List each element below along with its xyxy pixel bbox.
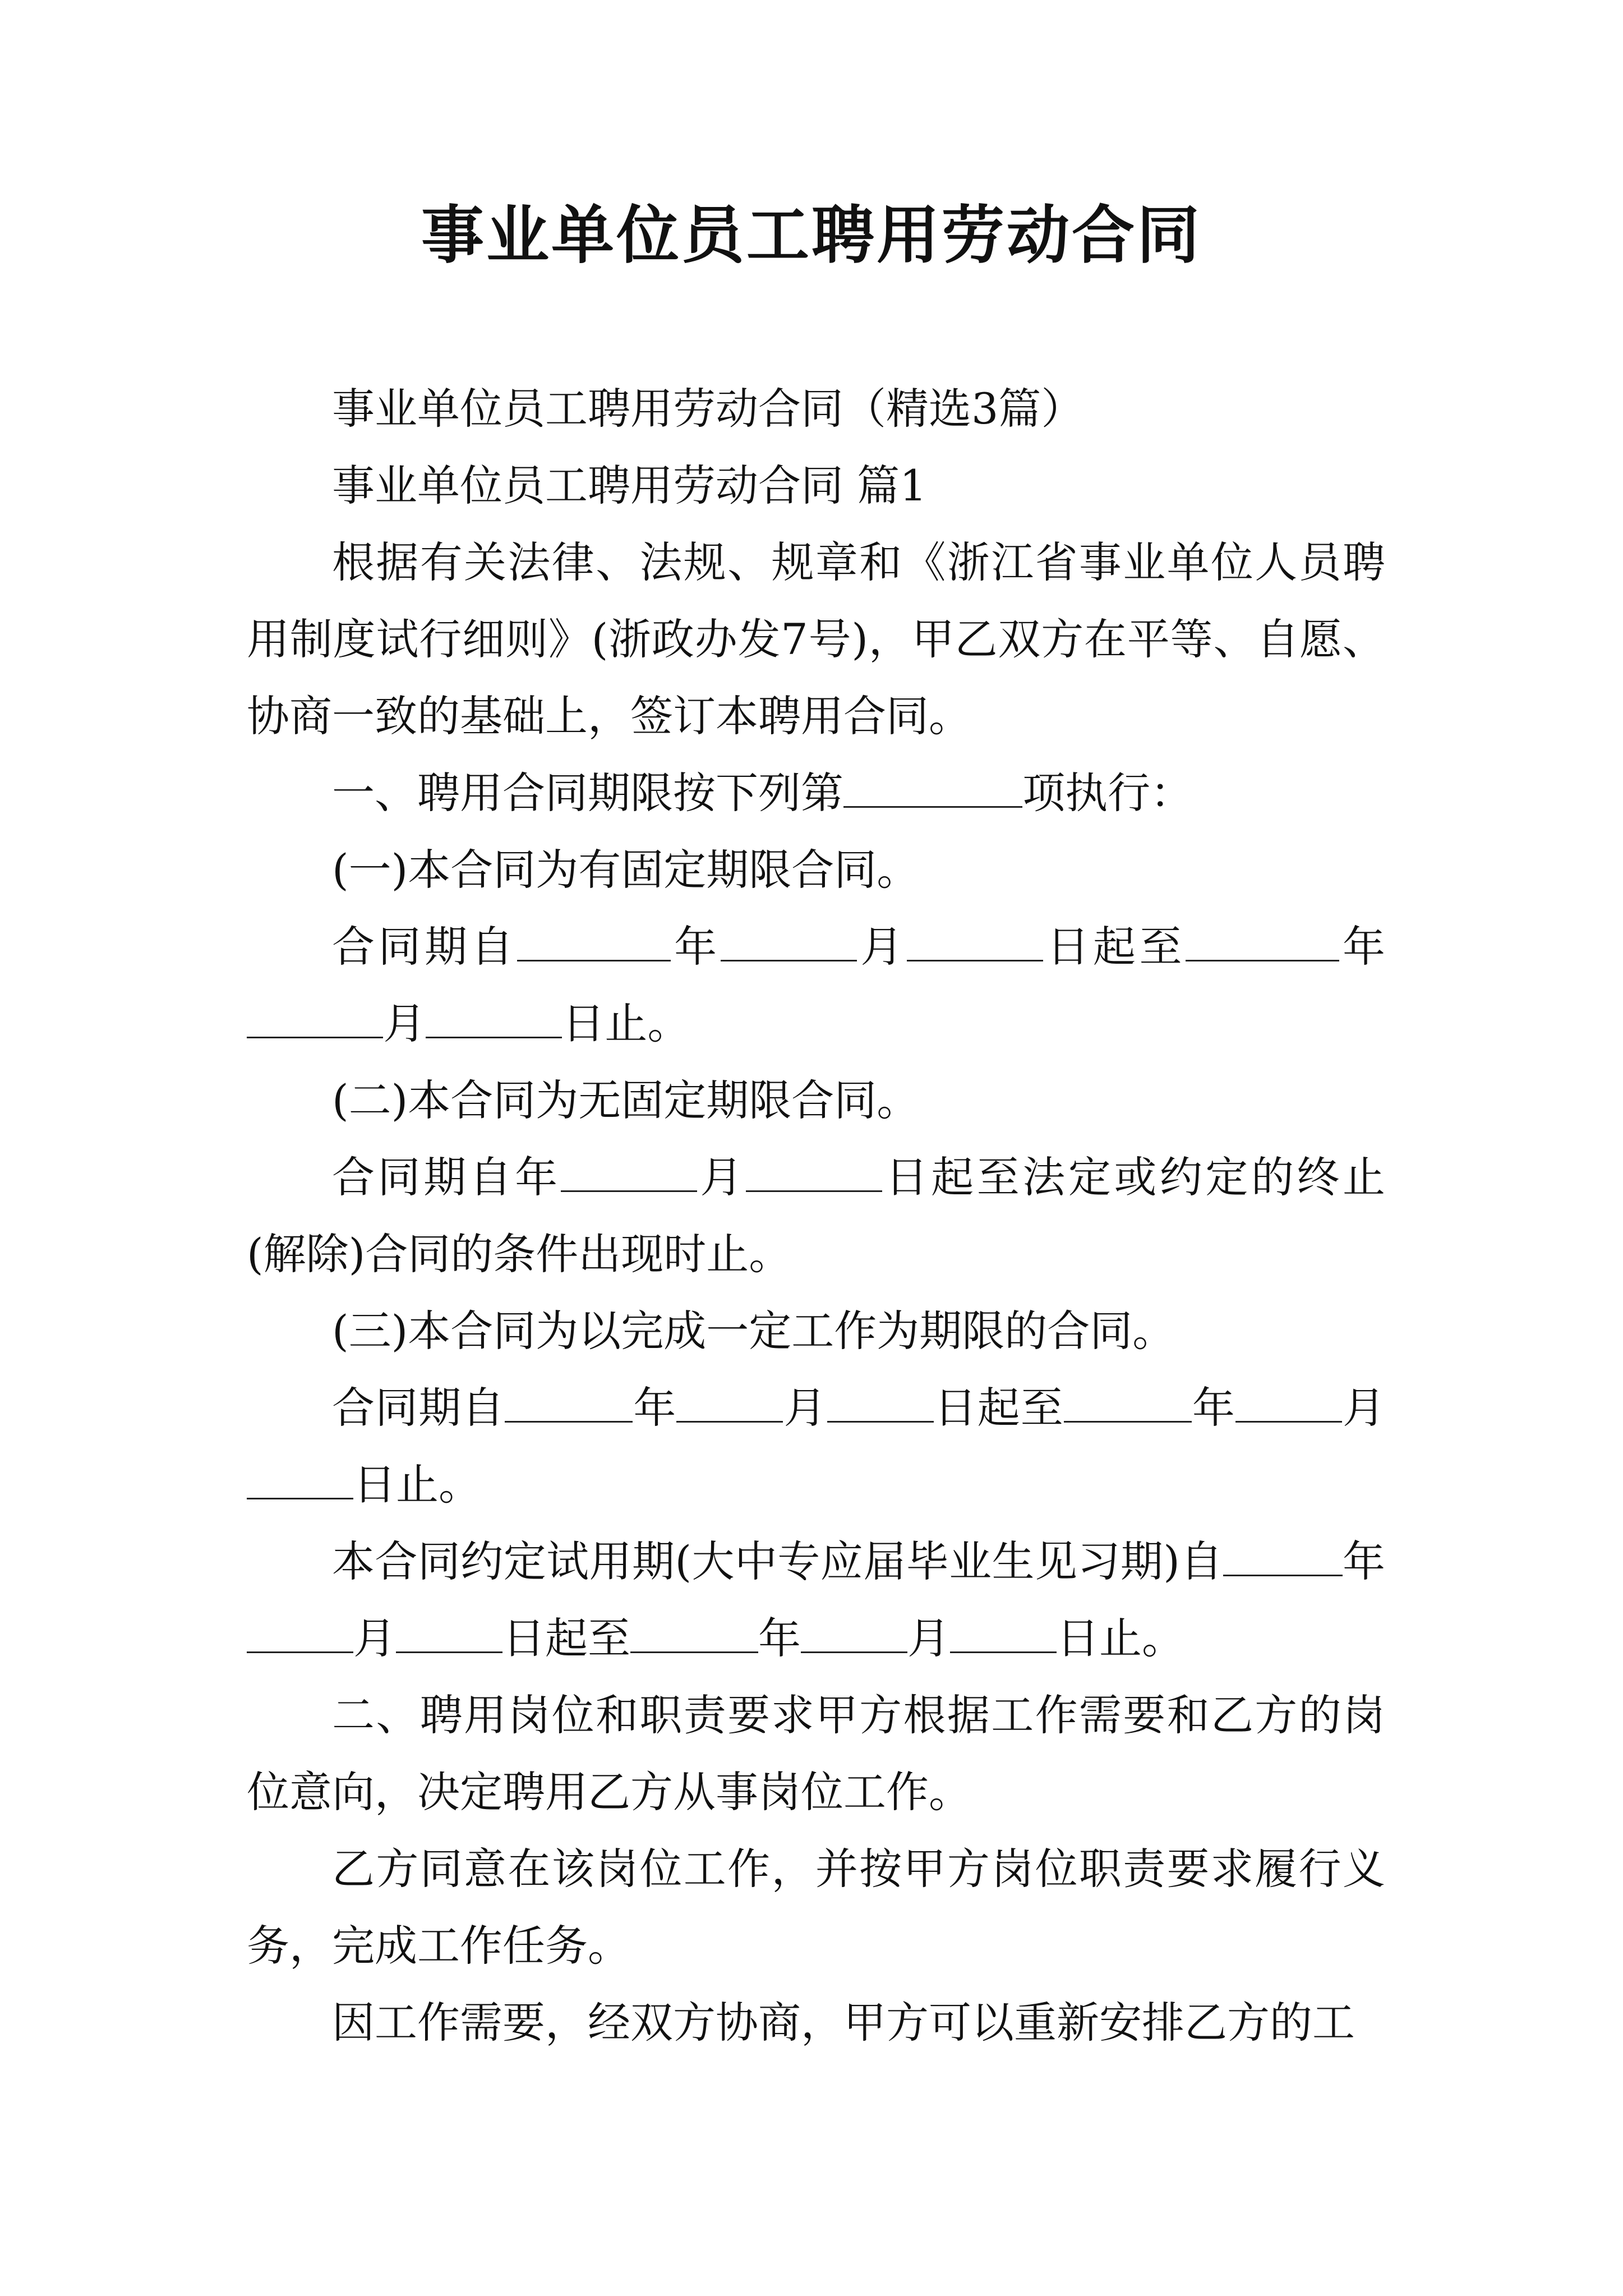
paragraph-text: 日止。 <box>1057 1613 1184 1663</box>
paragraph-text: 年 <box>633 1383 677 1433</box>
paragraph-text: 月 <box>856 922 907 972</box>
fill-in-blank <box>746 1150 882 1192</box>
paragraph <box>247 447 1385 524</box>
paragraph-text: 日起至 <box>502 1613 630 1663</box>
paragraph-text: 月 <box>783 1383 827 1433</box>
paragraph-text: 因工作需要，经双方协商，甲方可以重新安排乙方的工 <box>332 1998 1355 2047</box>
fill-in-blank <box>843 766 1022 808</box>
paragraph-text: 年 <box>1191 1383 1235 1433</box>
paragraph-text: 月 <box>697 1152 746 1202</box>
paragraph-text: 一、聘用合同期限按下列第 <box>332 768 843 818</box>
paragraph-text: (三)本合同为以完成一定工作为期限的合同。 <box>332 1306 1175 1356</box>
paragraph <box>247 831 1385 908</box>
paragraph-text: 日止。 <box>562 999 690 1048</box>
fill-in-blank <box>426 996 562 1038</box>
document-title: 事业单位员工聘用劳动合同 <box>421 199 1202 272</box>
fill-in-blank <box>505 1381 633 1423</box>
paragraph <box>247 754 1385 831</box>
paragraph-text: 月 <box>383 999 426 1048</box>
fill-in-blank <box>1186 919 1339 961</box>
paragraph <box>247 1062 1385 1139</box>
paragraph-text: 二、聘用岗位和职责要求甲方根据工作需要和乙方的岗位意向，决定聘用乙方从事岗位工作。 <box>247 1690 1385 1817</box>
paragraph <box>247 1984 1385 2061</box>
fill-in-blank <box>1235 1381 1342 1423</box>
fill-in-blank <box>676 1381 783 1423</box>
paragraph-text: 日起至 <box>933 1383 1064 1433</box>
paragraph-text: 日起至 <box>1043 922 1186 972</box>
paragraph <box>247 1830 1385 1984</box>
paragraph-text: 事业单位员工聘用劳动合同（精选3篇） <box>332 384 1084 434</box>
fill-in-blank <box>396 1611 502 1653</box>
document-body <box>247 370 1385 2061</box>
paragraph-text: 本合同约定试用期(大中专应届毕业生见习期)自 <box>332 1536 1223 1586</box>
fill-in-blank <box>827 1381 934 1423</box>
paragraph-text: 年 <box>670 922 721 972</box>
paragraph-text: (二)本合同为无固定期限合同。 <box>332 1075 920 1125</box>
fill-in-blank <box>950 1611 1057 1653</box>
fill-in-blank <box>561 1150 697 1192</box>
paragraph-text: 乙方同意在该岗位工作，并按甲方岗位职责要求履行义务，完成工作任务。 <box>247 1844 1385 1971</box>
paragraph-text: 日起至法定或约定的终止(解除)合同的条件出现时止。 <box>247 1152 1386 1279</box>
paragraph-text: 年 <box>758 1613 801 1663</box>
fill-in-blank <box>801 1611 907 1653</box>
paragraph-text: 日止。 <box>353 1460 481 1510</box>
fill-in-blank <box>1064 1381 1192 1423</box>
paragraph-text: 合同期自 <box>332 922 517 972</box>
fill-in-blank <box>247 996 383 1038</box>
paragraph-text: 合同期自年 <box>332 1152 561 1202</box>
paragraph <box>247 1677 1385 1830</box>
paragraph-text: (一)本合同为有固定期限合同。 <box>332 845 920 895</box>
fill-in-blank <box>517 919 671 961</box>
paragraph-text: 月 <box>353 1613 396 1663</box>
paragraph-text: 事业单位员工聘用劳动合同 篇1 <box>332 461 927 510</box>
paragraph-text: 月 <box>1341 1383 1386 1433</box>
paragraph-text: 年 <box>1342 1536 1385 1586</box>
fill-in-blank <box>247 1457 353 1499</box>
fill-in-blank <box>1223 1534 1343 1576</box>
paragraph-text: 根据有关法律、法规、规章和《浙江省事业单位人员聘用制度试行细则》(浙政办发7号)，甲乙双方在平等、自愿、协商一致的基础上，签订本聘用合同。 <box>247 537 1385 741</box>
paragraph <box>247 1292 1385 1369</box>
paragraph <box>247 908 1385 1062</box>
fill-in-blank <box>721 919 857 961</box>
fill-in-blank <box>907 919 1043 961</box>
paragraph-text: 项执行： <box>1022 768 1193 818</box>
fill-in-blank <box>630 1611 758 1653</box>
paragraph-text: 年 <box>1339 922 1386 972</box>
paragraph <box>247 1523 1385 1677</box>
paragraph <box>247 524 1385 754</box>
paragraph-text: 月 <box>907 1613 950 1663</box>
paragraph <box>247 1139 1385 1292</box>
paragraph <box>247 1369 1385 1523</box>
fill-in-blank <box>247 1611 353 1653</box>
paragraph <box>247 370 1385 447</box>
paragraph-text: 合同期自 <box>332 1383 505 1433</box>
